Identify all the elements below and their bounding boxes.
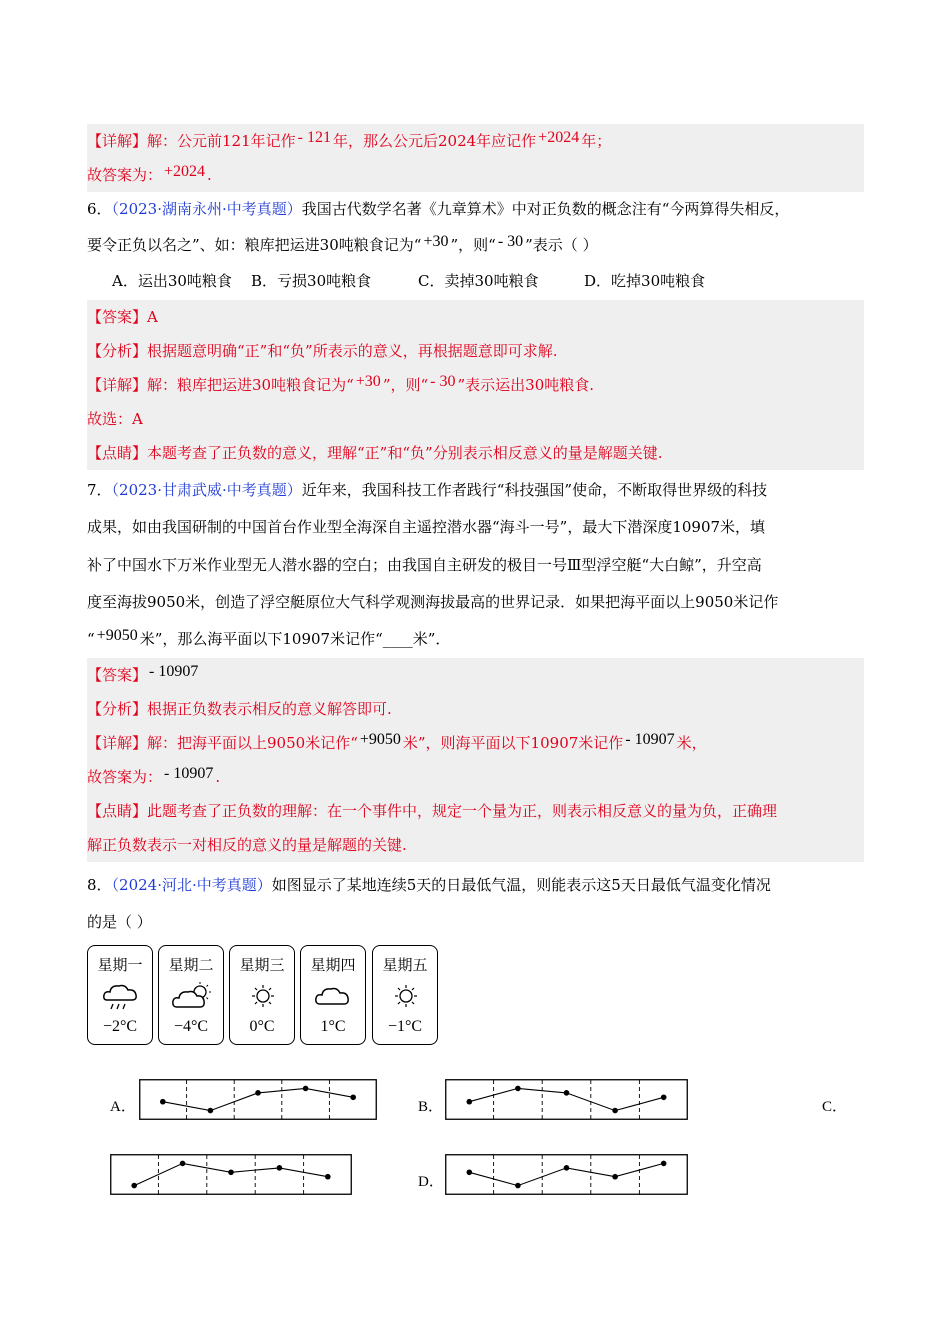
math: +30 [423, 233, 449, 250]
chart-frame [446, 1080, 688, 1120]
text: 年，那么公元后2024年应记作 [332, 132, 537, 150]
option-a-label[interactable]: A． [110, 1099, 136, 1115]
option-d-label[interactable]: D． [418, 1174, 444, 1190]
q6-option-b[interactable]: B．亏损30吨粮食 [251, 272, 372, 290]
math: +30 [355, 373, 381, 390]
text: ”，则“ [450, 236, 496, 254]
q6-option-c[interactable]: C．卖掉30吨粮食 [418, 272, 539, 290]
data-point [515, 1086, 521, 1092]
math: - 10907 [625, 731, 675, 748]
text: 根据正负数表示相反的意义解答即可. [147, 700, 392, 718]
question-number: 7． [87, 481, 112, 499]
rain-cloud-icon [101, 980, 141, 1018]
analysis-label: 【分析】 [87, 342, 148, 360]
text: 本题考查了正负数的意义，理解“正”和“负”分别表示相反意义的量是解题关键. [147, 444, 663, 462]
q7-stem-5 [87, 622, 450, 656]
data-point [160, 1099, 166, 1105]
sun-icon [243, 980, 283, 1018]
q7-ans [87, 760, 864, 794]
q6-detail [87, 368, 864, 402]
question-source: （2023·甘肃武威·中考真题） [111, 481, 302, 499]
answer-label: 【答案】 [87, 666, 148, 684]
math: +9050 [96, 627, 138, 644]
text: ”表示运出30吨粮食. [457, 376, 595, 394]
data-point [564, 1090, 570, 1096]
detail-label: 【详解】 [87, 734, 148, 752]
math: +9050 [359, 731, 401, 748]
data-point [208, 1108, 214, 1114]
weather-card-thu [300, 945, 366, 1045]
comment-label: 【点睛】 [87, 802, 148, 820]
weather-card-tue [158, 945, 224, 1045]
q7-answer [87, 658, 864, 692]
temp-label: −2°C [102, 1018, 138, 1035]
q6-answer [87, 300, 864, 334]
text: 故答案为： [87, 768, 163, 786]
q6-analysis [87, 334, 864, 368]
text: 米”，则海平面以下10907米记作 [402, 734, 624, 752]
q6-comment [87, 436, 864, 470]
q7-analysis [87, 692, 864, 726]
q7-stem-2: 成果，如由我国研制的中国首台作业型全海深自主遥控潜水器“海斗一号”，最大下潜深度10907米，填 [87, 518, 766, 536]
math: - 10907 [164, 765, 214, 782]
math: - 30 [430, 373, 456, 390]
comment-line-2: 解正负数表示一对相反的意义的量是解题的关键. [87, 836, 407, 854]
temp-label: 0°C [249, 1018, 275, 1035]
text: 我国古代数学名著《九章算术》中对正负数的概念注有“今两算得失相反， [301, 200, 790, 218]
q6-choose: 故选：A [87, 402, 864, 436]
text: 解：把海平面以上9050米记作“ [147, 734, 358, 752]
temp-label: −1°C [387, 1018, 423, 1035]
analysis-label: 【分析】 [87, 700, 148, 718]
q6-stem-1 [87, 192, 789, 226]
q6-option-a[interactable]: A．运出30吨粮食 [112, 272, 232, 290]
detail-label: 【详解】 [87, 132, 148, 150]
text: 如图显示了某地连续5天的日最低气温，则能表示这5天日最低气温变化情况 [271, 876, 771, 894]
data-point [467, 1099, 473, 1105]
data-point [661, 1161, 667, 1167]
data-point [350, 1094, 356, 1100]
q5-detail [87, 124, 864, 158]
chart-frame [140, 1080, 377, 1120]
day-label: 星期四 [310, 956, 356, 974]
text: 要令正负以名之”、如：粮库把运进30吨粮食记为“ [87, 236, 422, 254]
q7-stem-4: 度至海拔9050米，创造了浮空艇原位大气科学观测海拔最高的世界记录．如果把海平面以上9050米记作 [87, 593, 779, 611]
cloud-icon [314, 980, 354, 1018]
text: 根据题意明确“正”和“负”所表示的意义，再根据题意即可求解. [147, 342, 558, 360]
answer-label: 【答案】 [87, 308, 148, 326]
data-point [612, 1108, 618, 1114]
temp-label: 1°C [320, 1018, 346, 1035]
weather-card-wed [229, 945, 295, 1045]
data-point [467, 1169, 473, 1175]
q8-stem-1 [87, 868, 771, 902]
text: “ [87, 630, 95, 648]
data-point [277, 1165, 283, 1171]
text: 解：粮库把运进30吨粮食记为“ [147, 376, 354, 394]
math: - 121 [297, 129, 331, 146]
q7-comment [87, 794, 864, 862]
question-source: （2024·河北·中考真题） [111, 876, 272, 894]
text: 故答案为： [87, 166, 163, 184]
option-b-label[interactable]: B． [418, 1099, 444, 1115]
text: 米”，那么海平面以下10907米记作“____米”． [139, 630, 451, 648]
data-point [180, 1161, 186, 1167]
option-a-chart[interactable] [139, 1079, 377, 1120]
question-source: （2023·湖南永州·中考真题） [111, 200, 302, 218]
data-point [325, 1174, 331, 1180]
option-b-chart[interactable] [445, 1079, 688, 1120]
day-label: 星期二 [168, 956, 214, 974]
detail-label: 【详解】 [87, 376, 148, 394]
day-label: 星期五 [382, 956, 428, 974]
answer-value: A [147, 308, 158, 326]
chart-frame [446, 1155, 688, 1195]
data-point [564, 1165, 570, 1171]
data-point [661, 1094, 667, 1100]
question-number: 6． [87, 200, 112, 218]
text: 米， [676, 734, 707, 752]
sun-icon [386, 980, 426, 1018]
data-point [255, 1090, 261, 1096]
q7-stem-3: 补了中国水下万米作业型无人潜水器的空白；由我国自主研发的极目一号Ⅲ型浮空艇“大白鲸”，升空高 [87, 556, 762, 574]
option-c-label[interactable]: C． [822, 1099, 848, 1115]
option-c-chart[interactable] [110, 1154, 352, 1195]
text: 年； [581, 132, 612, 150]
question-number: 8． [87, 876, 112, 894]
weather-card-mon [87, 945, 153, 1045]
sun-cloud-icon [172, 980, 216, 1018]
math: - 10907 [149, 663, 199, 680]
data-point [131, 1183, 137, 1189]
math: +2024 [164, 163, 206, 180]
option-d-chart[interactable] [445, 1154, 688, 1195]
day-label: 星期三 [239, 956, 285, 974]
q6-stem-2 [87, 228, 598, 262]
text: . [215, 768, 221, 786]
comment-label: 【点睛】 [87, 444, 148, 462]
data-point [612, 1174, 618, 1180]
math: - 30 [497, 233, 524, 250]
data-point [515, 1183, 521, 1189]
comment-line-1 [87, 794, 864, 828]
text: ”，则“ [382, 376, 429, 394]
q6-option-d[interactable]: D．吃掉30吨粮食 [584, 272, 706, 290]
day-label: 星期一 [97, 956, 143, 974]
data-point [228, 1169, 234, 1175]
temp-label: −4°C [173, 1018, 209, 1035]
q7-detail [87, 726, 864, 760]
text: 此题考查了正负数的理解：在一个事件中，规定一个量为正，则表示相反意义的量为负，正确理 [147, 802, 778, 820]
text: 解：公元前121年记作 [147, 132, 296, 150]
q5-answer [87, 158, 864, 192]
text: . [207, 166, 212, 184]
q7-stem-1 [87, 473, 767, 507]
weather-card-fri [372, 945, 438, 1045]
q8-stem-2: 的是（ ） [87, 913, 152, 931]
text: ”表示（ ） [525, 236, 598, 254]
data-point [303, 1086, 309, 1092]
text: 近年来，我国科技工作者践行“科技强国”使命，不断取得世界级的科技 [301, 481, 768, 499]
math: +2024 [538, 129, 580, 146]
